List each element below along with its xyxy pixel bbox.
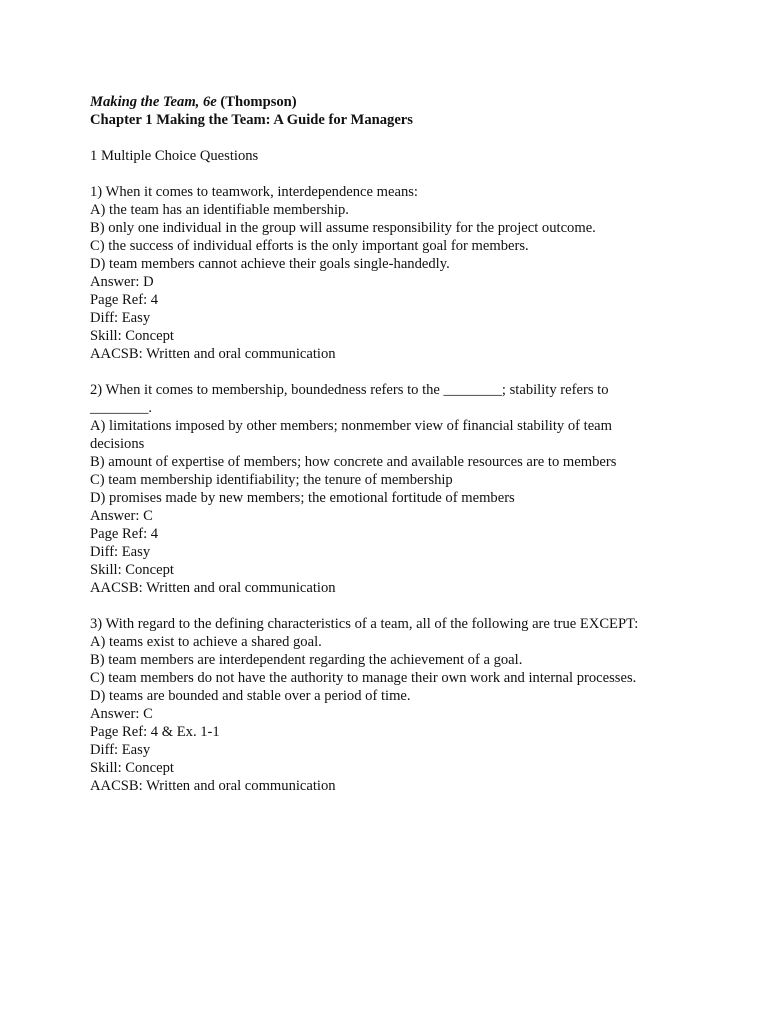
- difficulty: Diff: Easy: [90, 544, 151, 560]
- question-1: [90, 183, 690, 363]
- section-title: 1 Multiple Choice Questions: [90, 148, 259, 164]
- question-stem: 2) When it comes to membership, boundedness refers to the ________; stability refers to ________.: [90, 382, 609, 416]
- skill: Skill: Concept: [90, 562, 174, 578]
- page-ref: Page Ref: 4 & Ex. 1-1: [90, 724, 220, 740]
- question-2: [90, 381, 690, 597]
- choice-b: B) amount of expertise of members; how concrete and available resources are to members: [90, 454, 617, 470]
- choice-c: C) team membership identifiability; the tenure of membership: [90, 472, 453, 488]
- choice-d: D) promises made by new members; the emotional fortitude of members: [90, 490, 515, 506]
- choice-d: D) team members cannot achieve their goals single-handedly.: [90, 256, 450, 272]
- choice-d: D) teams are bounded and stable over a period of time.: [90, 688, 411, 704]
- choice-b: B) only one individual in the group will assume responsibility for the project outcome.: [90, 220, 596, 236]
- choice-a: A) the team has an identifiable membership.: [90, 202, 349, 218]
- book-title-line: [90, 93, 690, 111]
- choice-b: B) team members are interdependent regarding the achievement of a goal.: [90, 652, 523, 668]
- aacsb: AACSB: Written and oral communication: [90, 778, 336, 794]
- aacsb: AACSB: Written and oral communication: [90, 346, 336, 362]
- question-stem: 3) With regard to the defining characteristics of a team, all of the following are true EXCEPT:: [90, 616, 639, 632]
- answer: Answer: C: [90, 508, 153, 524]
- answer: Answer: C: [90, 706, 153, 722]
- choice-c: C) team members do not have the authority to manage their own work and internal processes.: [90, 670, 637, 686]
- choice-a: A) limitations imposed by other members; nonmember view of financial stability of team decisions: [90, 418, 613, 452]
- choice-c: C) the success of individual efforts is the only important goal for members.: [90, 238, 529, 254]
- difficulty: Diff: Easy: [90, 310, 151, 326]
- question-3: [90, 615, 690, 795]
- aacsb: AACSB: Written and oral communication: [90, 580, 336, 596]
- document-page: [90, 93, 690, 795]
- chapter-heading: Chapter 1 Making the Team: A Guide for Managers: [90, 112, 413, 128]
- book-author: (Thompson): [216, 94, 297, 110]
- choice-a: A) teams exist to achieve a shared goal.: [90, 634, 322, 650]
- skill: Skill: Concept: [90, 328, 174, 344]
- question-stem: 1) When it comes to teamwork, interdependence means:: [90, 184, 418, 200]
- book-title: Making the Team, 6e: [90, 94, 217, 110]
- page-ref: Page Ref: 4: [90, 526, 159, 542]
- difficulty: Diff: Easy: [90, 742, 151, 758]
- answer: Answer: D: [90, 274, 154, 290]
- skill: Skill: Concept: [90, 760, 174, 776]
- page-ref: Page Ref: 4: [90, 292, 159, 308]
